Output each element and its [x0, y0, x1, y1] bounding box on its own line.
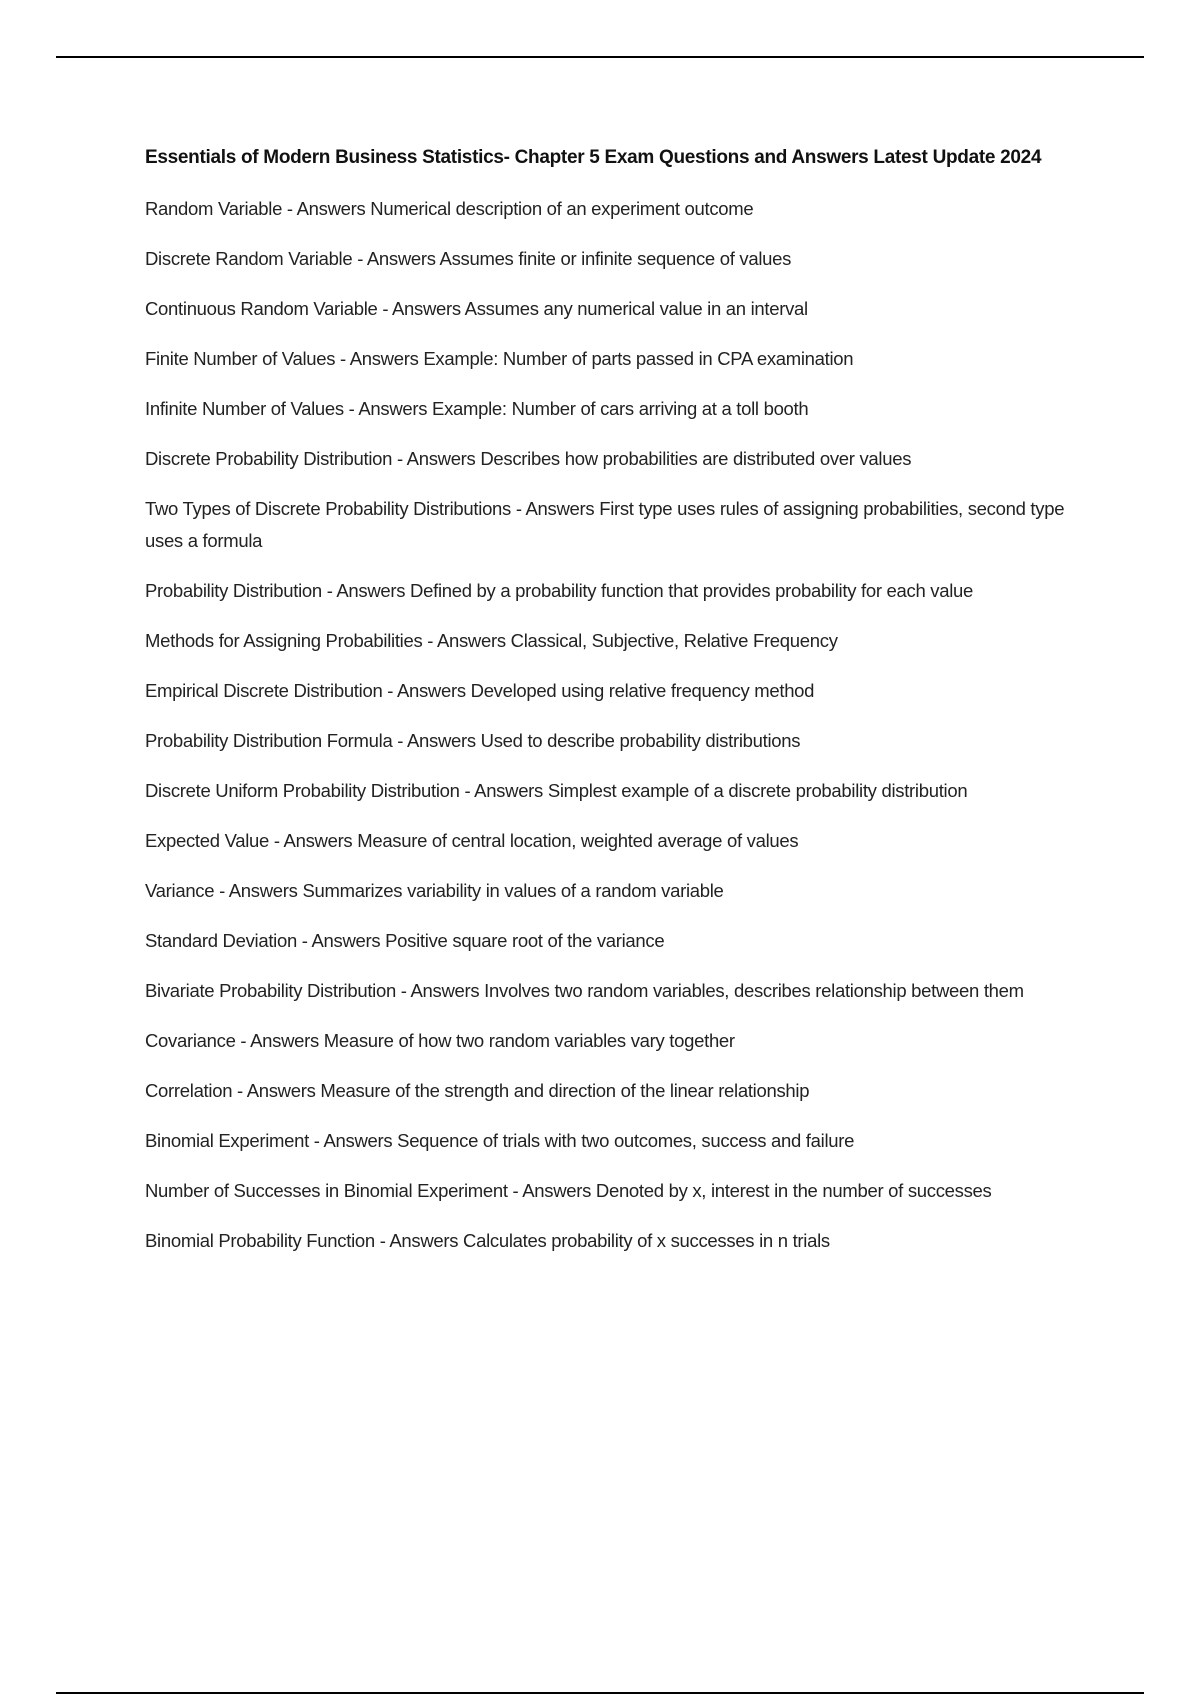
qa-item-standard-deviation: Standard Deviation - Answers Positive square root of the variance: [145, 930, 665, 951]
qa-item-two-types-of-distributions: Two Types of Discrete Probability Distributions - Answers First type uses rules of assigning probabilities, second type uses a formula: [145, 498, 1065, 551]
qa-item-expected-value: Expected Value - Answers Measure of central location, weighted average of values: [145, 830, 799, 851]
qa-item-bivariate-probability-distribution: Bivariate Probability Distribution - Answers Involves two random variables, describes relationship between them: [145, 980, 1024, 1001]
bottom-rule: [56, 1692, 1144, 1694]
qa-item-variance: Variance - Answers Summarizes variability in values of a random variable: [145, 880, 724, 901]
qa-item-probability-distribution: Probability Distribution - Answers Defined by a probability function that provides probability for each value: [145, 580, 974, 601]
qa-item-probability-distribution-formula: Probability Distribution Formula - Answers Used to describe probability distributions: [145, 730, 801, 751]
qa-item-empirical-discrete-distribution: Empirical Discrete Distribution - Answers Developed using relative frequency method: [145, 680, 815, 701]
qa-item-discrete-random-variable: Discrete Random Variable - Answers Assumes finite or infinite sequence of values: [145, 248, 792, 269]
qa-item-discrete-probability-distribution: Discrete Probability Distribution - Answers Describes how probabilities are distributed over values: [145, 448, 912, 469]
qa-item-finite-number-of-values: Finite Number of Values - Answers Example: Number of parts passed in CPA examination: [145, 348, 854, 369]
document-body: [145, 143, 1080, 1275]
qa-item-binomial-experiment: Binomial Experiment - Answers Sequence of trials with two outcomes, success and failure: [145, 1130, 855, 1151]
qa-item-random-variable: Random Variable - Answers Numerical description of an experiment outcome: [145, 198, 754, 219]
qa-item-continuous-random-variable: Continuous Random Variable - Answers Assumes any numerical value in an interval: [145, 298, 808, 319]
document-title: Essentials of Modern Business Statistics- Chapter 5 Exam Questions and Answers Latest Update 2024: [145, 147, 1042, 168]
qa-item-infinite-number-of-values: Infinite Number of Values - Answers Example: Number of cars arriving at a toll booth: [145, 398, 809, 419]
qa-item-correlation: Correlation - Answers Measure of the strength and direction of the linear relationship: [145, 1080, 810, 1101]
qa-item-discrete-uniform-distribution: Discrete Uniform Probability Distribution - Answers Simplest example of a discrete probability distribution: [145, 780, 968, 801]
qa-item-binomial-probability-function: Binomial Probability Function - Answers Calculates probability of x successes in n trials: [145, 1230, 830, 1251]
qa-item-number-of-successes: Number of Successes in Binomial Experiment - Answers Denoted by x, interest in the number of successes: [145, 1180, 992, 1201]
top-rule: [56, 56, 1144, 58]
qa-item-methods-for-assigning-probabilities: Methods for Assigning Probabilities - Answers Classical, Subjective, Relative Frequency: [145, 630, 838, 651]
qa-list: [145, 193, 1080, 1257]
qa-item-covariance: Covariance - Answers Measure of how two random variables vary together: [145, 1030, 735, 1051]
